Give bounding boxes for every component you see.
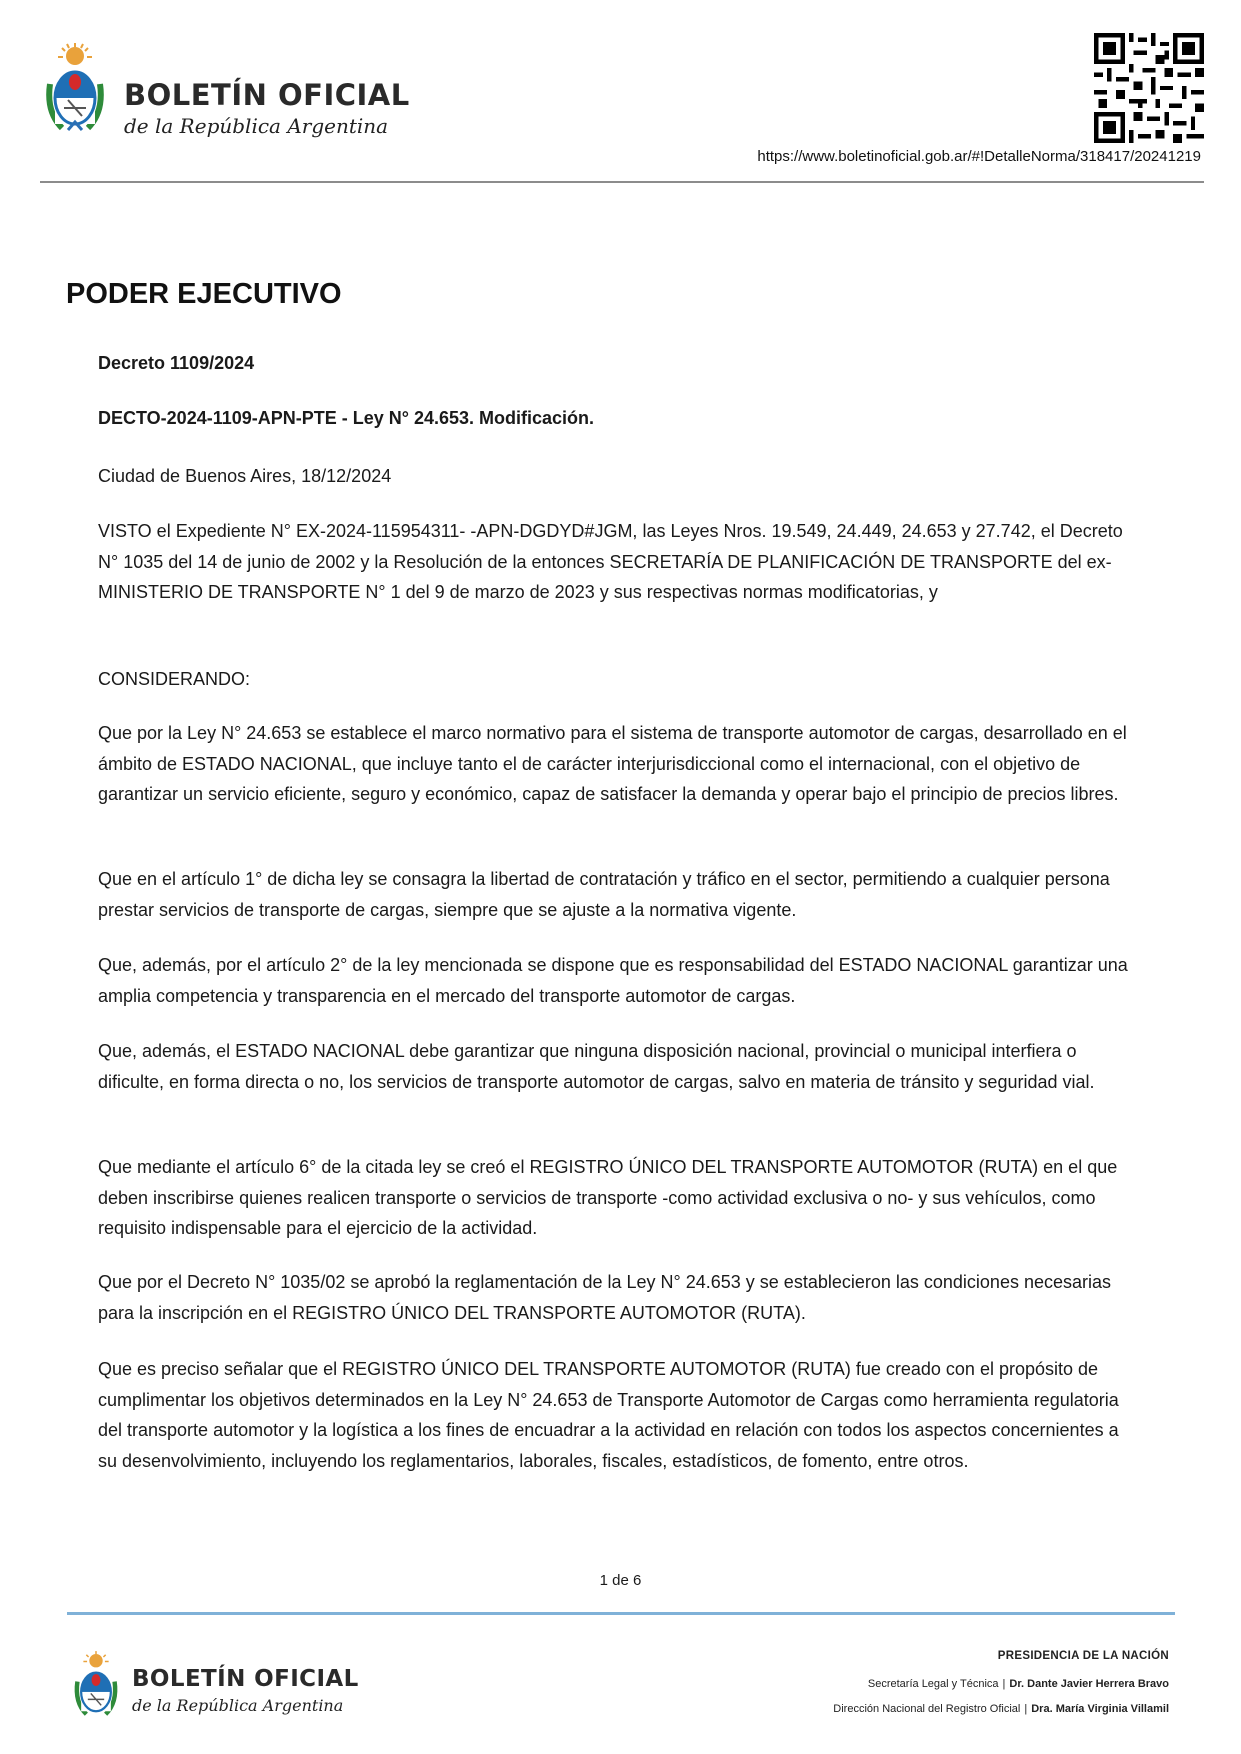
paragraph-item: Que, además, el ESTADO NACIONAL debe garantizar que ninguna disposición nacional, provincial o municipal interfiera o dificulte, en forma directa o no, los servicios de transporte automotor de cargas, salvo en materia de tránsito y seguridad vial. bbox=[98, 1041, 1095, 1092]
section-title: PODER EJECUTIVO bbox=[66, 278, 342, 310]
decree-subject: DECTO-2024-1109-APN-PTE - Ley N° 24.653. Modificación. bbox=[98, 408, 595, 428]
paragraph-item: Que por la Ley N° 24.653 se establece el marco normativo para el sistema de transporte automotor de cargas, desarrollado en el ámbito de ESTADO NACIONAL, que incluye tanto el de carácter interjurisdiccional como el internacional, con el objetivo de garantizar un servicio eficiente, seguro y económico, capaz de satisfacer la demanda y operar bajo el principio de precios libres. bbox=[98, 723, 1127, 804]
paragraph-visto: VISTO el Expediente N° EX-2024-115954311- -APN-DGDYD#JGM, las Leyes Nros. 19.549, 24.449, 24.653 y 27.742, el Decreto N° 1035 del 14 de junio de 2002 y la Resolución de la entonces SECRETARÍA DE PLANIFICACIÓN DE TRANSPORTE del ex-MINISTERIO DE TRANSPORTE N° 1 del 9 de marzo de 2023 y sus respectivas normas modificatorias, y bbox=[98, 521, 1123, 602]
place-date: Ciudad de Buenos Aires, 18/12/2024 bbox=[98, 466, 392, 486]
footer-title: BOLETÍN OFICIAL bbox=[132, 1666, 359, 1692]
paragraph-item: Que en el artículo 1° de dicha ley se consagra la libertad de contratación y tráfico en el sector, permitiendo a cualquier persona prestar servicios de transporte de cargas, siempre que se ajuste a la normativa vigente. bbox=[98, 869, 1110, 920]
document-url-link[interactable]: https://www.boletinoficial.gob.ar/#!DetalleNorma/318417/20241219 bbox=[757, 148, 1201, 165]
footer-direccion: Dirección Nacional del Registro Oficial | Dra. María Virginia Villamil bbox=[833, 1703, 1169, 1715]
coat-of-arms-icon bbox=[70, 1640, 122, 1732]
footer-divider bbox=[67, 1612, 1175, 1615]
coat-of-arms-icon bbox=[40, 42, 110, 138]
footer-secretaria: Secretaría Legal y Técnica | Dr. Dante Javier Herrera Bravo bbox=[867, 1678, 1169, 1690]
page-number: 1 de 6 bbox=[599, 1572, 642, 1589]
paragraph-item: Que mediante el artículo 6° de la citada ley se creó el REGISTRO ÚNICO DEL TRANSPORTE AUTOMOTOR (RUTA) en el que deben inscribirse quienes realicen transporte o servicios de transporte -como actividad exclusiva o no- y sus vehículos, como requisito indispensable para el ejercicio de la actividad. bbox=[98, 1157, 1118, 1238]
qr-code-icon[interactable] bbox=[1094, 33, 1204, 143]
header-subtitle: de la República Argentina bbox=[124, 114, 389, 138]
header-divider bbox=[40, 181, 1204, 183]
footer-subtitle: de la República Argentina bbox=[132, 1696, 344, 1715]
decree-number: Decreto 1109/2024 bbox=[98, 353, 255, 373]
header-title: BOLETÍN OFICIAL bbox=[124, 78, 410, 112]
paragraph-considerando: CONSIDERANDO: bbox=[98, 669, 251, 689]
footer-presidency: PRESIDENCIA DE LA NACIÓN bbox=[997, 1650, 1169, 1662]
paragraph-item: Que por el Decreto N° 1035/02 se aprobó la reglamentación de la Ley N° 24.653 y se establecieron las condiciones necesarias para la inscripción en el REGISTRO ÚNICO DEL TRANSPORTE AUTOMOTOR (RUTA). bbox=[98, 1272, 1112, 1323]
paragraph-item: Que, además, por el artículo 2° de la ley mencionada se dispone que es responsabilidad del ESTADO NACIONAL garantizar una amplia competencia y transparencia en el mercado del transporte automotor de cargas. bbox=[98, 955, 1128, 1006]
paragraph-item: Que es preciso señalar que el REGISTRO ÚNICO DEL TRANSPORTE AUTOMOTOR (RUTA) fue creado con el propósito de cumplimentar los objetivos determinados en la Ley N° 24.653 de Transporte Automotor de Cargas como herramienta regulatoria del transporte automotor y la logística a los fines de encuadrar a la actividad en relación con todos los aspectos concernientes a su desenvolvimiento, incluyendo los reglamentarios, laborales, fiscales, estadísticos, de fomento, entre otros. bbox=[98, 1359, 1119, 1471]
